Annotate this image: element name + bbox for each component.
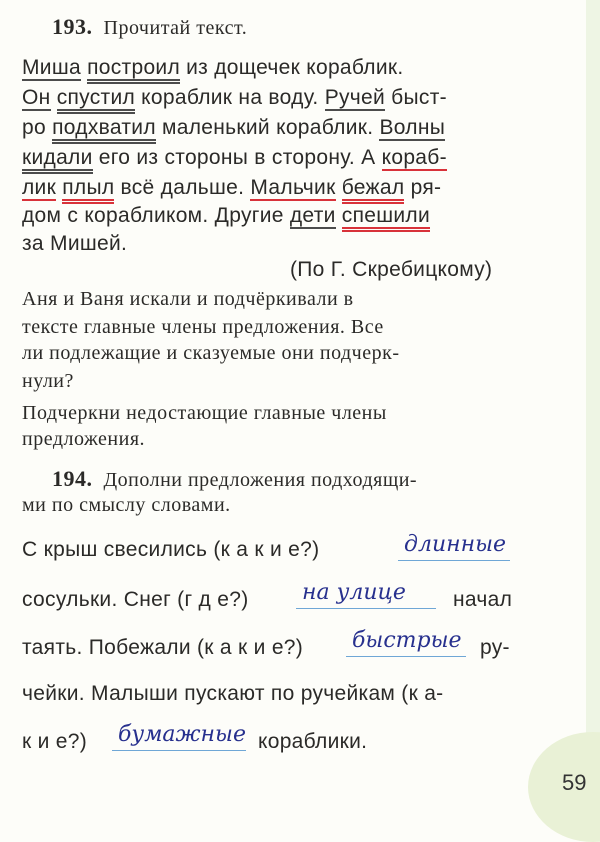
text-segment: ря- bbox=[404, 176, 442, 199]
text-line: Подчеркни недостающие главные члены bbox=[22, 402, 387, 424]
predicate-word: построил bbox=[87, 56, 180, 84]
fill-line-2a: сосульки. Снег (г д е?) bbox=[22, 588, 249, 611]
text-line: Аня и Ваня искали и подчёркивали в bbox=[22, 288, 354, 310]
subject-word: Он bbox=[22, 86, 51, 109]
subject-word: Мальчик bbox=[250, 176, 336, 199]
exercise-194-heading bbox=[52, 466, 417, 492]
fill-line-3b: ру- bbox=[480, 636, 510, 659]
predicate-word: бежал bbox=[342, 176, 405, 204]
text-line bbox=[22, 146, 447, 170]
answer-line bbox=[398, 560, 510, 561]
text-segment: ро bbox=[22, 116, 53, 139]
text-segment: из дощечек кораблик. bbox=[180, 56, 404, 79]
text-line bbox=[22, 204, 430, 228]
exercise-number: 193. bbox=[52, 14, 93, 39]
text-line bbox=[22, 86, 447, 110]
text-line: ли подлежащие и сказуемые они подчерк- bbox=[22, 342, 400, 364]
text-line bbox=[22, 116, 445, 140]
text-segment: быст- bbox=[385, 86, 447, 109]
text-segment bbox=[336, 204, 342, 227]
exercise-number: 194. bbox=[52, 466, 93, 491]
answer-line bbox=[346, 656, 466, 657]
subject-word: лик bbox=[22, 176, 57, 199]
answer-line bbox=[296, 608, 436, 609]
fill-line-5b: кораблики. bbox=[258, 730, 368, 753]
text-segment: всё дальше. bbox=[114, 176, 251, 199]
answer-bumazhnye: бумажные bbox=[118, 722, 246, 747]
text-line: нули? bbox=[22, 370, 74, 392]
predicate-word: спешили bbox=[342, 204, 430, 232]
exercise-title: Прочитай текст. bbox=[103, 17, 248, 39]
predicate-word: кидали bbox=[22, 146, 93, 174]
text-segment: за Мишей. bbox=[22, 232, 128, 255]
text-line bbox=[22, 232, 127, 256]
fill-line-3a: таять. Побежали (к а к и е?) bbox=[22, 636, 304, 659]
text-line: предложения. bbox=[22, 428, 146, 450]
answer-dlinnye: длинные bbox=[404, 532, 507, 557]
text-segment: маленький кораблик. bbox=[155, 116, 380, 139]
text-line bbox=[22, 176, 441, 200]
answer-bystrye: быстрые bbox=[352, 628, 462, 653]
subject-word: Ручей bbox=[324, 86, 386, 109]
exercise-title-line-1: Дополни предложения подходящи- bbox=[103, 469, 418, 491]
text-segment: его из стороны в сторону. А bbox=[92, 146, 382, 169]
text-line: тексте главные члены предложения. Все bbox=[22, 316, 384, 338]
subject-word: Миша bbox=[22, 56, 81, 79]
predicate-word: плыл bbox=[62, 176, 114, 204]
predicate-word: спустил bbox=[57, 86, 135, 114]
exercise-193-heading bbox=[52, 14, 247, 40]
fill-line-2b: начал bbox=[453, 588, 513, 611]
answer-na-ulitse: на улице bbox=[302, 580, 406, 605]
subject-word: дети bbox=[289, 204, 336, 227]
text-line bbox=[22, 56, 404, 80]
text-segment: дом с корабликом. Другие bbox=[22, 204, 290, 227]
exercise-title-line-2: ми по смыслу словами. bbox=[22, 494, 231, 516]
fill-line-4: чейки. Малыши пускают по ручейкам (к а- bbox=[22, 682, 444, 705]
text-segment: кораблик на воду. bbox=[135, 86, 325, 109]
page-edge bbox=[586, 0, 600, 800]
fill-line-5a: к и е?) bbox=[22, 730, 88, 753]
subject-word: Волны bbox=[379, 116, 446, 139]
subject-word: кораб- bbox=[381, 146, 447, 169]
text-segment bbox=[51, 86, 57, 109]
page-number: 59 bbox=[562, 770, 587, 795]
text-segment bbox=[336, 176, 342, 199]
source-attribution: (По Г. Скребицкому) bbox=[290, 258, 493, 281]
answer-line bbox=[112, 750, 246, 751]
fill-line-1: С крыш свесились (к а к и е?) bbox=[22, 538, 320, 561]
predicate-word: подхватил bbox=[52, 116, 156, 144]
